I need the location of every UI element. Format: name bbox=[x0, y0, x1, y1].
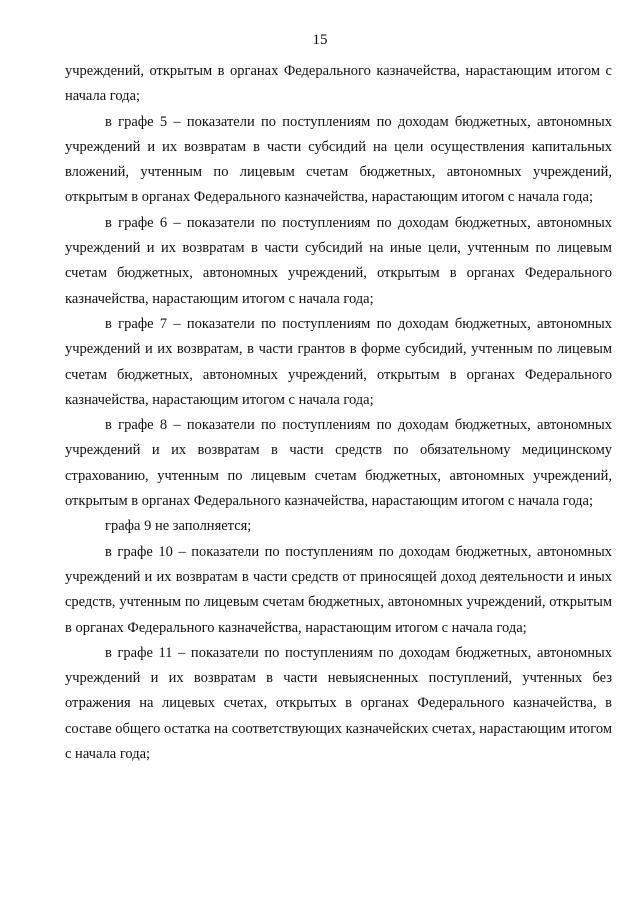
paragraph-column-5: в графе 5 – показатели по поступлениям по доходам бюджетных, автономных учреждений и их возвратам в части субсидий на цели осуществления капитальных вложений, учтенным по лицевым счетам бюджетных, автономных учреждений, открытым в органах Федерального казначейства, нарастающим итогом с начала года; bbox=[65, 113, 612, 206]
paragraph-column-8: в графе 8 – показатели по поступлениям по доходам бюджетных, автономных учреждений и их возвратам в части средств по обязательному медицинскому страхованию, учтенным по лицевым счетам бюджетных, автономных учреждений, открытым в органах Федерального казначейства, нарастающим итогом с начала года; bbox=[65, 417, 612, 510]
page-number: 15 bbox=[312, 32, 328, 48]
paragraph-column-10: в графе 10 – показатели по поступлениям по доходам бюджетных, автономных учреждений и их возвратам в части средств от приносящей доход деятельности и иных средств, учтенным по лицевым счетам бюджетных, автономных учреждений, открытым в органах Федерального казначейства, нарастающим итогом с начала года; bbox=[65, 543, 612, 636]
paragraph-continuation: учреждений, открытым в органах Федерального казначейства, нарастающим итогом с начала года; bbox=[65, 63, 612, 105]
paragraph-column-11: в графе 11 – показатели по поступлениям по доходам бюджетных, автономных учреждений и их возвратам в части невыясненных поступлений, учтенных без отражения на лицевых счетах, открытых в органах Федерального казначейства, в составе общего остатка на соответствующих казначейских счетах, нарастающим итогом с начала года; bbox=[65, 644, 612, 763]
paragraph-column-9: графа 9 не заполняется; bbox=[105, 518, 252, 535]
paragraph-column-6: в графе 6 – показатели по поступлениям по доходам бюджетных, автономных учреждений и их возвратам в части субсидий на иные цели, учтенным по лицевым счетам бюджетных, автономных учреждений, открытым в органах Федерального казначейства, нарастающим итогом с начала года; bbox=[65, 214, 612, 307]
document-body bbox=[65, 59, 612, 767]
paragraph-column-7: в графе 7 – показатели по поступлениям по доходам бюджетных, автономных учреждений и их возвратам, в части грантов в форме субсидий, учтенным по лицевым счетам бюджетных, автономных учреждений, открытым в органах Федерального казначейства, нарастающим итогом с начала года; bbox=[65, 315, 612, 408]
